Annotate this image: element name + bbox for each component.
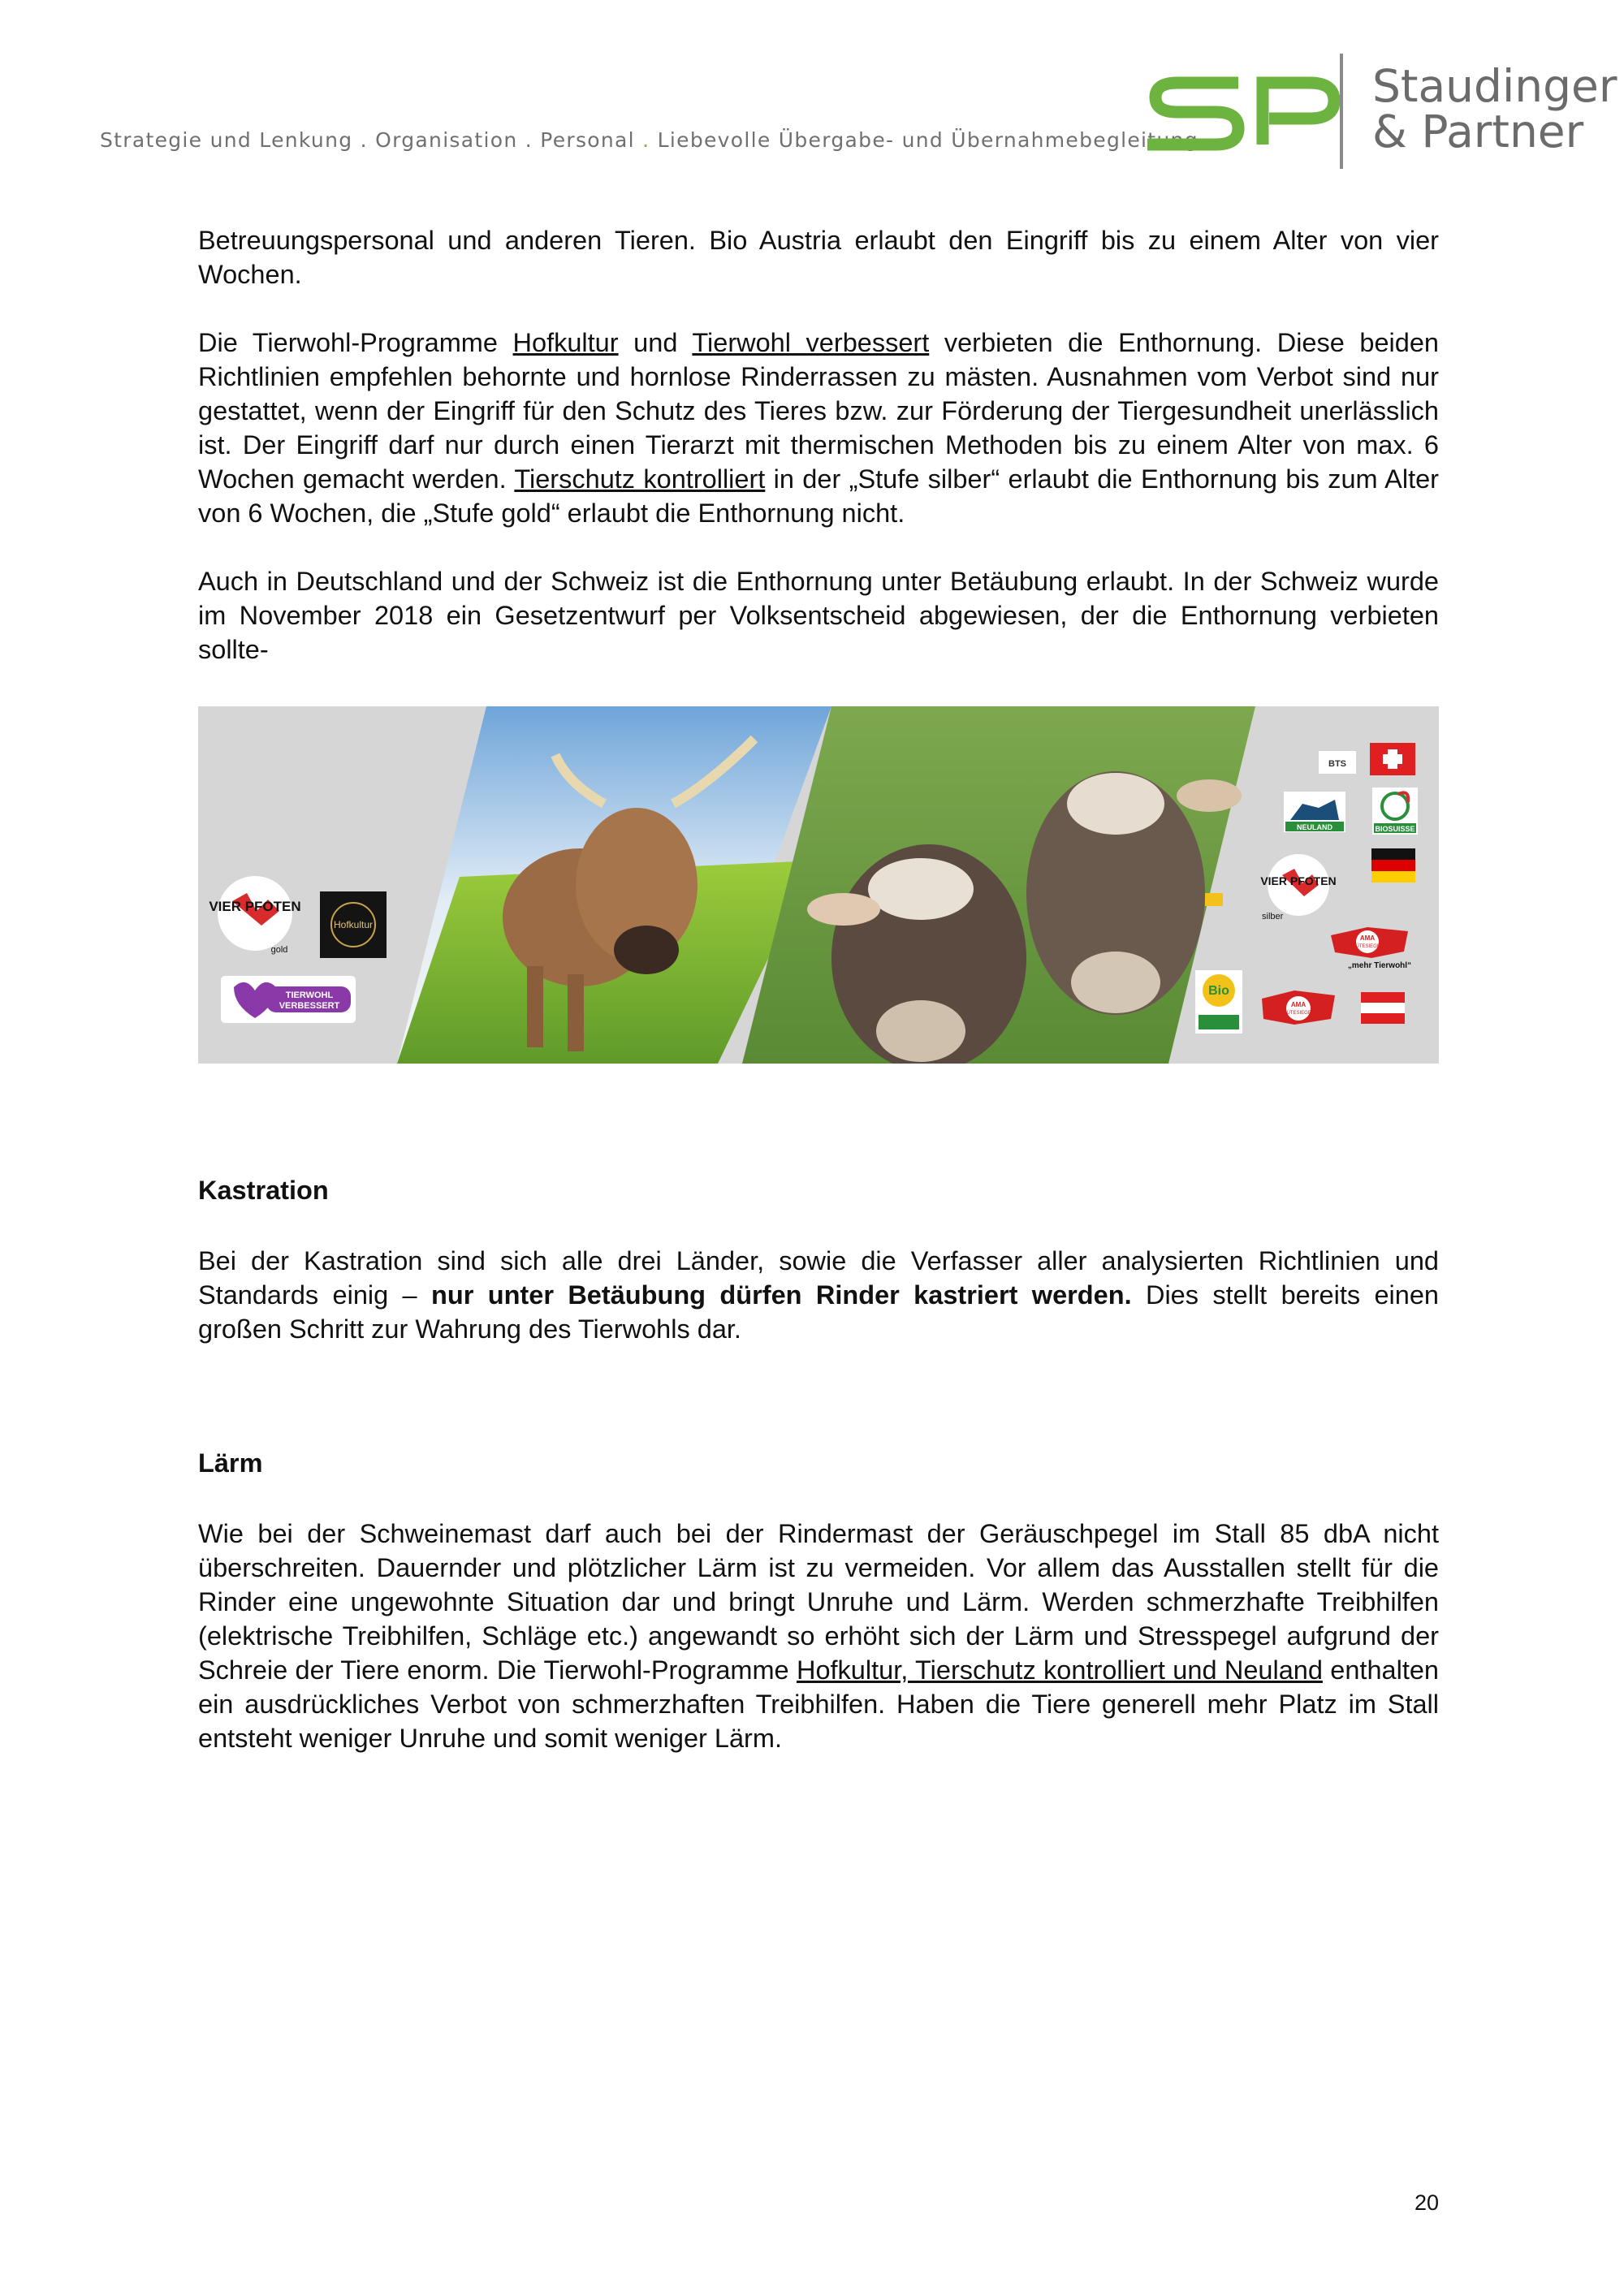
paragraph-continuation	[198, 223, 1439, 291]
text-run: enthalten ein ausdrückliches Verbot von schmerzhaften Treibhilfen. Haben die Tiere generell mehr Platz im Stall entsteht weniger Unruhe und somit weniger Lärm.	[198, 1655, 1440, 1753]
svg-text:VIER PFOTEN: VIER PFOTEN	[209, 899, 301, 914]
tierwohl-verbessert-logo	[221, 976, 356, 1023]
paragraph-text	[198, 326, 1439, 530]
link-tierschutz-kontrolliert[interactable]: Tierschutz kontrolliert	[514, 464, 766, 494]
biosuisse-logo	[1372, 788, 1418, 835]
paragraph-laerm	[198, 1517, 1439, 1755]
logo-divider	[1340, 54, 1343, 169]
neuland-logo	[1284, 792, 1345, 832]
svg-text:Hofkultur: Hofkultur	[333, 919, 374, 930]
sp-logo-mark	[1147, 83, 1334, 145]
svg-text:GÜTESIEGEL: GÜTESIEGEL	[1282, 1011, 1315, 1016]
svg-text:silber: silber	[1262, 912, 1284, 921]
svg-text:NEULAND: NEULAND	[1297, 823, 1332, 831]
header-tagline: Strategie und Lenkung . Organisation . Personal . Liebevolle Übergabe- und Übernahmebegleitung	[100, 128, 1199, 152]
svg-text:„mehr Tierwohl“: „mehr Tierwohl“	[1347, 961, 1412, 970]
tagline-part: Personal	[540, 128, 635, 152]
bts-logo	[1319, 751, 1356, 774]
logo-name-line1: Staudinger	[1372, 60, 1618, 112]
svg-text:Bio: Bio	[1208, 984, 1229, 998]
tagline-part: Organisation	[375, 128, 518, 152]
section-heading-kastration: Kastration	[198, 1176, 329, 1205]
svg-text:BTS: BTS	[1328, 759, 1346, 769]
paragraph-text	[198, 1244, 1439, 1346]
logo-wordmark	[1372, 60, 1618, 158]
photo-two-cows	[742, 706, 1255, 1064]
link-programs[interactable]: Hofkultur, Tierschutz kontrolliert und Neuland	[796, 1655, 1323, 1685]
svg-text:AMA: AMA	[1290, 1001, 1307, 1008]
paragraph-text: Betreuungspersonal und anderen Tieren. Bio Austria erlaubt den Eingriff bis zu einem Alter von vier Wochen.	[198, 226, 1439, 289]
text-run: und	[618, 328, 693, 357]
logo-name-line2: & Partner	[1372, 106, 1584, 158]
svg-text:AMA: AMA	[1359, 934, 1376, 942]
cattle-certification-banner	[198, 706, 1439, 1064]
page-number: 20	[1415, 2190, 1440, 2215]
text-run: verbieten die Enthornung. Diese beiden Richtlinien empfehlen behornte und hornlose Rinderrassen zu mästen. Ausnahmen vom Verbot sind nur gestattet, wenn der Eingriff für den Schutz des Tieres bzw. zur Förderung der Tiergesundheit unerlässlich ist. Der Eingriff darf nur durch einen Tierarzt mit thermischen Methoden bis zu einem Alter von max. 6 Wochen gemacht werden.	[198, 328, 1439, 494]
paragraph-enthornung-programs	[198, 326, 1439, 530]
svg-text:GÜTESIEGEL: GÜTESIEGEL	[1351, 944, 1384, 949]
link-hofkultur[interactable]: Hofkultur	[512, 328, 619, 357]
text-run: Dies stellt bereits einen großen Schritt zur Wahrung des Tierwohls dar.	[198, 1280, 1439, 1344]
text-run: in der „Stufe silber“ erlaubt die Enthornung bis zum Alter von 6 Wochen, die „Stufe gold“ erlaubt die Enthornung nicht.	[198, 464, 1440, 528]
svg-text:gold: gold	[270, 945, 288, 955]
svg-text:VIER PFOTEN: VIER PFOTEN	[1260, 874, 1337, 887]
bio-austria-logo	[1195, 970, 1242, 1034]
paragraph-germany-switzerland	[198, 564, 1439, 667]
text-run: Wie bei der Schweinemast darf auch bei der Rindermast der Geräuschpegel im Stall 85 dbA nicht überschreiten. Dauernder und plötzlicher Lärm ist zu vermeiden. Vor allem das Ausstallen stellt für die Rinder eine ungewohnte Situation dar und bringt Unruhe und Lärm. Werden schmerzhafte Treibhilfen (elektrische Treibhilfen, Schläge etc.) angewandt so erhöht sich der Lärm und Stresspegel aufgrund der Schreie der Tiere enorm. Die Tierwohl-Programme	[198, 1519, 1439, 1685]
tagline-part: Strategie und Lenkung	[100, 128, 353, 152]
paragraph-text: Auch in Deutschland und der Schweiz ist die Enthornung unter Betäubung erlaubt. In der Schweiz wurde im November 2018 ein Gesetzentwurf per Volksentscheid abgewiesen, der die Enthornung verbieten sollte-	[198, 567, 1439, 664]
hofkultur-logo	[320, 891, 387, 958]
austrian-flag-icon	[1361, 992, 1405, 1024]
svg-text:BIOSUISSE: BIOSUISSE	[1375, 825, 1415, 833]
logo-mark-text: SP	[1141, 50, 1142, 51]
svg-text:TIERWOHL: TIERWOHL	[285, 990, 334, 1000]
tagline-part: Liebevolle Übergabe- und Übernahmebegleitung	[657, 128, 1199, 152]
text-run: Bei der Kastration sind sich alle drei Länder, sowie die Verfasser aller analysierten Richtlinien und Standards einig –	[198, 1246, 1439, 1310]
paragraph-text	[198, 1517, 1439, 1755]
svg-text:VERBESSERT: VERBESSERT	[279, 1001, 340, 1011]
german-flag-icon	[1371, 848, 1415, 883]
text-run: Die Tierwohl-Programme	[198, 328, 513, 357]
link-tierwohl-verbessert[interactable]: Tierwohl verbessert	[692, 328, 930, 357]
swiss-flag-icon	[1370, 743, 1415, 775]
section-heading-laerm: Lärm	[198, 1448, 263, 1478]
paragraph-kastration	[198, 1244, 1439, 1346]
emphasis-text: nur unter Betäubung dürfen Rinder kastriert werden.	[431, 1280, 1132, 1310]
